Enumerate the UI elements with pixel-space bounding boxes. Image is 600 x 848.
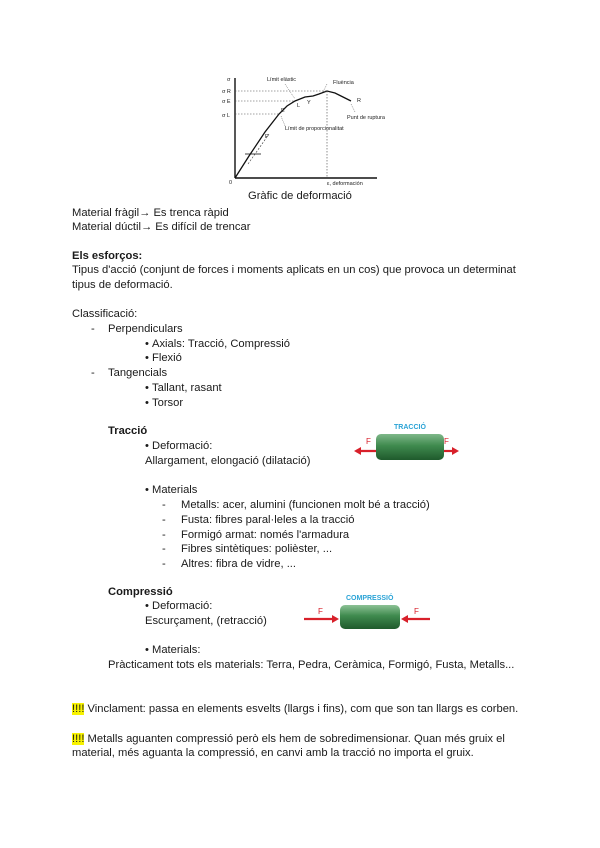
esforcos-definition-2: tipus de deformació. [72,279,173,291]
y-label-sigma-l: σ L [222,113,230,119]
torsor-label: Torsor [152,397,184,409]
traccio-image-title: TRACCIÓ [394,424,426,431]
bullet-tallant: • [145,382,149,394]
compressio-force-right: F [414,607,419,616]
point-mark-y: Y [307,100,311,106]
traccio-material-item: Altres: fibra de vidre, ... [181,558,297,570]
metalls-text-1: Metalls aguanten compressió però els hem de sobredimensionar. Quan més gruix el [84,733,505,745]
bullet-traccio-deformacio: • [145,440,149,452]
point-mark-r: R [357,98,361,104]
tallant-label: Tallant, rasant [152,382,222,394]
compressio-deformacio-value: Escurçament, (retracció) [145,615,267,627]
esforcos-definition-1: Tipus d'acció (conjunt de forces i moments aplicats en un cos) que provoca un determinat [72,264,516,276]
traccio-image [352,420,462,466]
dash-tangencials: - [91,367,95,379]
metalls-note-1 [72,733,505,745]
point-mark-p: P [265,134,269,140]
compressio-image-title: COMPRESSIÓ [346,595,394,602]
traccio-diagram [352,420,462,466]
x-axis-label: ε, deformación [327,181,363,187]
compressio-heading: Compressió [108,586,173,598]
traccio-material-dash: - [162,558,166,570]
traccio-material-dash: - [162,543,166,555]
vinclament-text: Vinclament: passa en elements esvelts (llargs i fins), com que son tan llargs es corben. [84,703,519,715]
traccio-bar [376,434,444,460]
point-mark-e: E [281,108,285,114]
y-label-sigma-r: σ R [222,89,231,95]
bullet-axials: • [145,338,149,350]
compressio-image [302,591,432,633]
bullet-compressio-materials: • [145,644,149,656]
traccio-force-left: F [366,437,371,446]
stress-strain-chart [215,72,385,190]
graph-caption: Gràfic de deformació [248,190,352,202]
traccio-material-item: Formigó armat: només l'armadura [181,529,350,541]
vinclament-note [72,703,518,715]
stress-curve [235,91,351,178]
leader-prop [281,116,285,126]
compressio-deformacio-label: Deformació: [152,600,213,612]
material-ductil: Material dúctil→ Es difícil de trencar [72,221,251,233]
compressio-arrowhead-left [332,615,339,623]
annotation-limit-prop: Límit de proporcionalitat [285,126,344,132]
traccio-force-right: F [444,437,449,446]
annotation-limit-elastic: Límit elàstic [267,77,297,83]
esforcos-heading: Els esforços: [72,250,143,262]
y-label-sigma: σ [227,77,231,83]
traccio-arrowhead-right [452,447,459,455]
traccio-material-dash: - [162,514,166,526]
compressio-diagram [302,591,432,633]
traccio-material-item: Fibres sintètiques: polièster, ... [181,543,333,555]
metalls-note-2: material, més aguanta la compressió, en canvi amb la tracció no importa el gruix. [72,747,474,759]
perpendiculars-label: Perpendiculars [108,323,183,335]
axials-label: Axials: Tracció, Compressió [152,338,291,350]
traccio-material-dash: - [162,499,166,511]
compressio-materials-value: Pràcticament tots els materials: Terra, Pedra, Ceràmica, Formigó, Fusta, Metalls... [108,659,515,671]
tangencials-label: Tangencials [108,367,168,379]
compressio-arrowhead-right [401,615,408,623]
bullet-flexio: • [145,352,149,364]
traccio-material-dash: - [162,529,166,541]
dash-perpendiculars: - [91,323,95,335]
bullet-traccio-materials: • [145,484,149,496]
warning-mark: !!!! [72,733,85,745]
compressio-bar [340,605,400,629]
material-fragil: Material fràgil→ Es trenca ràpid [72,207,229,219]
compressio-force-left: F [318,607,323,616]
annotation-fluencia: Fluència [333,80,354,86]
annotation-rotura: Punt de ruptura [347,115,385,121]
leader-rotura [351,104,355,112]
point-mark-l: L [297,103,301,109]
traccio-materials-label: Materials [152,484,198,496]
traccio-arrowhead-left [354,447,361,455]
warning-mark: !!!! [72,703,85,715]
leader-limit [285,84,295,99]
traccio-heading: Tracció [108,425,148,437]
compressio-materials-label: Materials: [152,644,201,656]
x-origin-label: 0 [229,180,233,186]
traccio-material-item: Metalls: acer, alumini (funcionen molt bé a tracció) [181,499,430,511]
flexio-label: Flexió [152,352,182,364]
classificacio-label: Classificació: [72,308,138,320]
traccio-deformacio-label: Deformació: [152,440,213,452]
bullet-torsor: • [145,397,149,409]
bullet-compressio-deformacio: • [145,600,149,612]
y-label-sigma-e: σ E [222,99,231,105]
traccio-material-item: Fusta: fibres paral·leles a la tracció [181,514,355,526]
traccio-deformacio-value: Allargament, elongació (dilatació) [145,455,311,467]
deformation-graph [215,72,385,190]
